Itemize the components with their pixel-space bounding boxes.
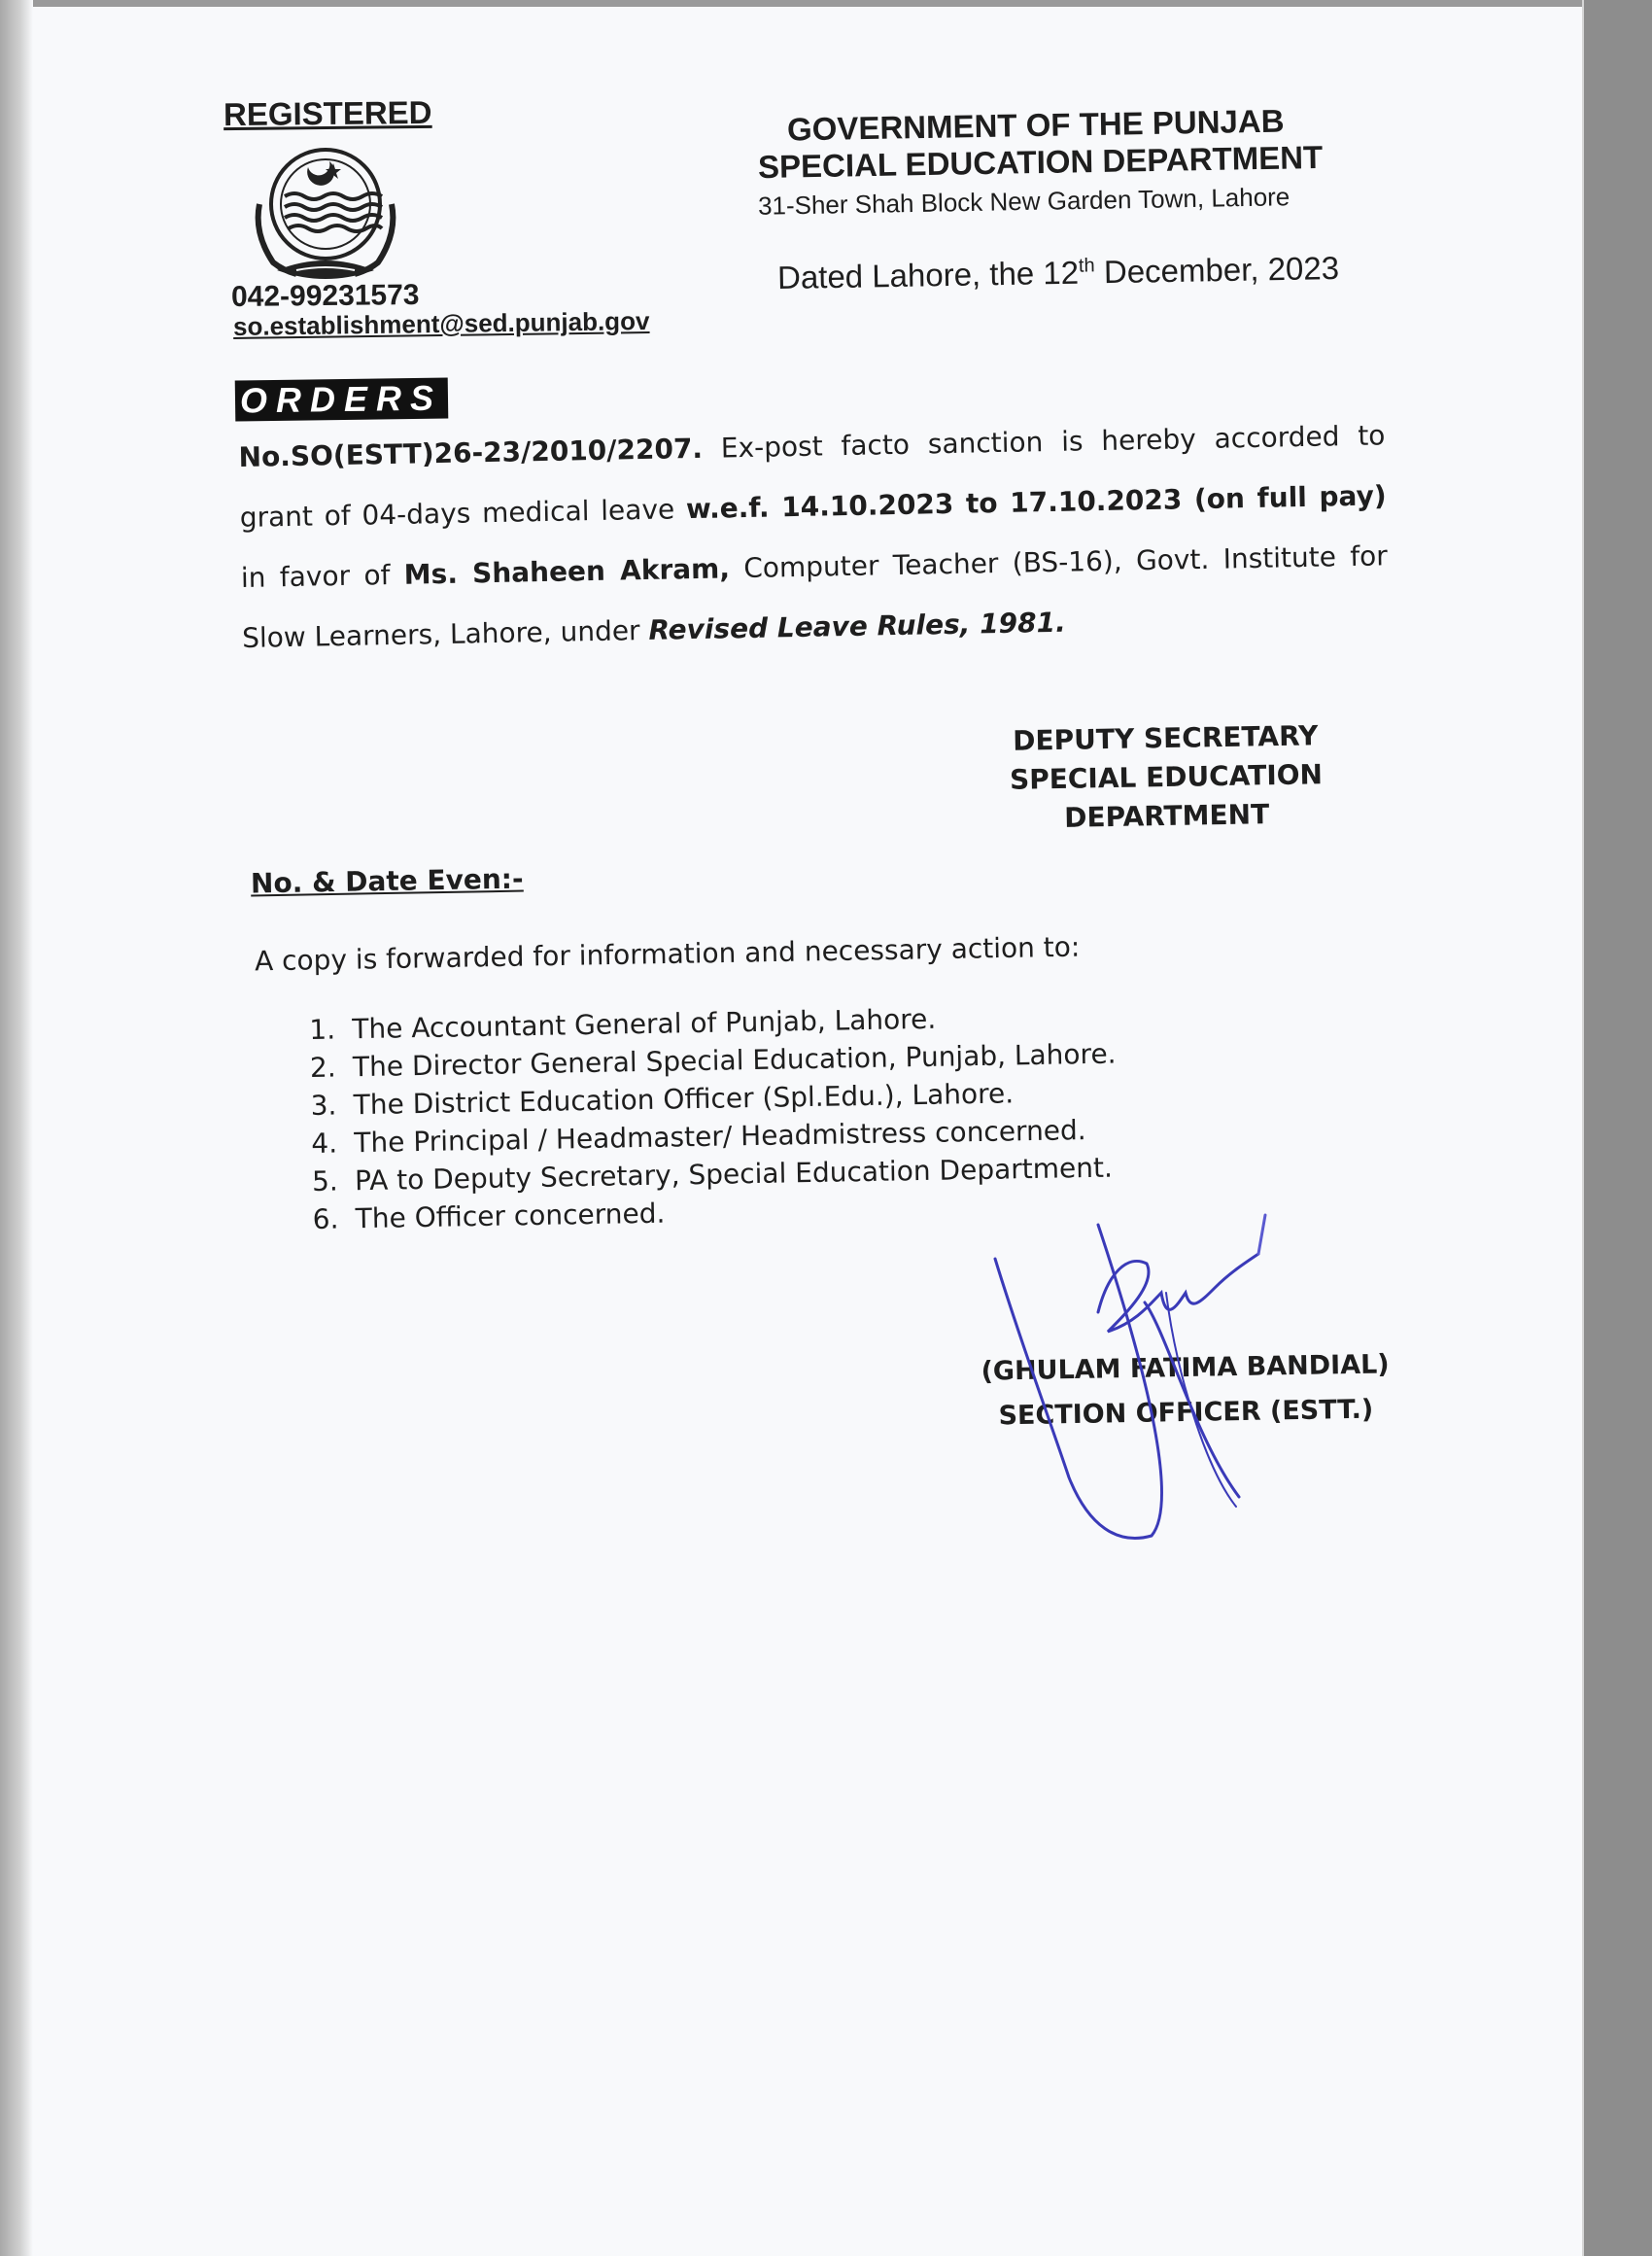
item-number: 6. [312, 1202, 339, 1235]
registered-label: REGISTERED [223, 93, 432, 133]
handwritten-signature [981, 1196, 1283, 1555]
employee-name: Ms. Shaheen Akram, [403, 552, 731, 591]
item-number: 1. [309, 1013, 336, 1046]
deputy-secretary-block [990, 716, 1342, 839]
item-text: The Officer concerned. [355, 1197, 666, 1235]
email-address[interactable]: so.establishment@sed.punjab.gov [232, 306, 650, 341]
signatory-line-3: DEPARTMENT [1063, 798, 1270, 834]
order-text-3: Computer Teacher (BS-16), Govt. Institute for Slow Learners, Lahore, under [241, 539, 1389, 654]
scan-edge-top [0, 0, 1582, 7]
punjab-emblem-logo [238, 146, 413, 292]
copy-forwarded-text: A copy is forwarded for information and necessary action to: [254, 930, 1081, 978]
item-number: 4. [311, 1127, 338, 1160]
dated-line [777, 250, 1340, 296]
leave-period: w.e.f. 14.10.2023 to 17.10.2023 (on full pay) [685, 479, 1387, 526]
signatory-line-2: SPECIAL EDUCATION [1009, 758, 1324, 796]
officer-name: (GHULAM FATIMA BANDIAL) [981, 1349, 1390, 1387]
officer-designation: SECTION OFFICER (ESTT.) [998, 1394, 1374, 1432]
item-number: 3. [310, 1089, 337, 1122]
order-text-1: Ex-post facto sanction is hereby accorded to grant of 04-days medical leave [239, 419, 1386, 534]
leave-rules: Revised Leave Rules, 1981. [648, 606, 1067, 646]
phone-number: 042-99231573 [230, 278, 420, 314]
dated-superscript: th [1078, 255, 1095, 277]
signatory-line-1: DEPUTY SECRETARY [1012, 719, 1319, 757]
order-text-2: in favor of [240, 558, 405, 594]
department-title: SPECIAL EDUCATION DEPARTMENT [757, 138, 1324, 186]
dated-suffix: December, 2023 [1094, 249, 1340, 291]
item-number: 2. [309, 1051, 337, 1084]
item-text: The Director General Special Education, Punjab, Lahore. [352, 1037, 1117, 1084]
no-date-even-label: No. & Date Even:- [250, 862, 524, 900]
order-paragraph [238, 405, 1390, 669]
department-address: 31-Sher Shah Block New Garden Town, Lahore [757, 182, 1291, 221]
item-text: The District Education Officer (Spl.Edu.), Lahore. [353, 1077, 1015, 1122]
item-number: 5. [311, 1164, 339, 1197]
scan-edge-left [0, 0, 33, 2256]
order-number: No.SO(ESTT)26-23/2010/2207. [238, 432, 704, 473]
government-title: GOVERNMENT OF THE PUNJAB [786, 102, 1285, 148]
dated-prefix: Dated Lahore, the 12 [776, 254, 1080, 296]
item-text: The Accountant General of Punjab, Lahore. [352, 1002, 937, 1046]
orders-heading: ORDERS [235, 377, 449, 421]
item-text: PA to Deputy Secretary, Special Education Department. [354, 1151, 1114, 1197]
item-text: The Principal / Headmaster/ Headmistress concerned. [354, 1114, 1086, 1160]
